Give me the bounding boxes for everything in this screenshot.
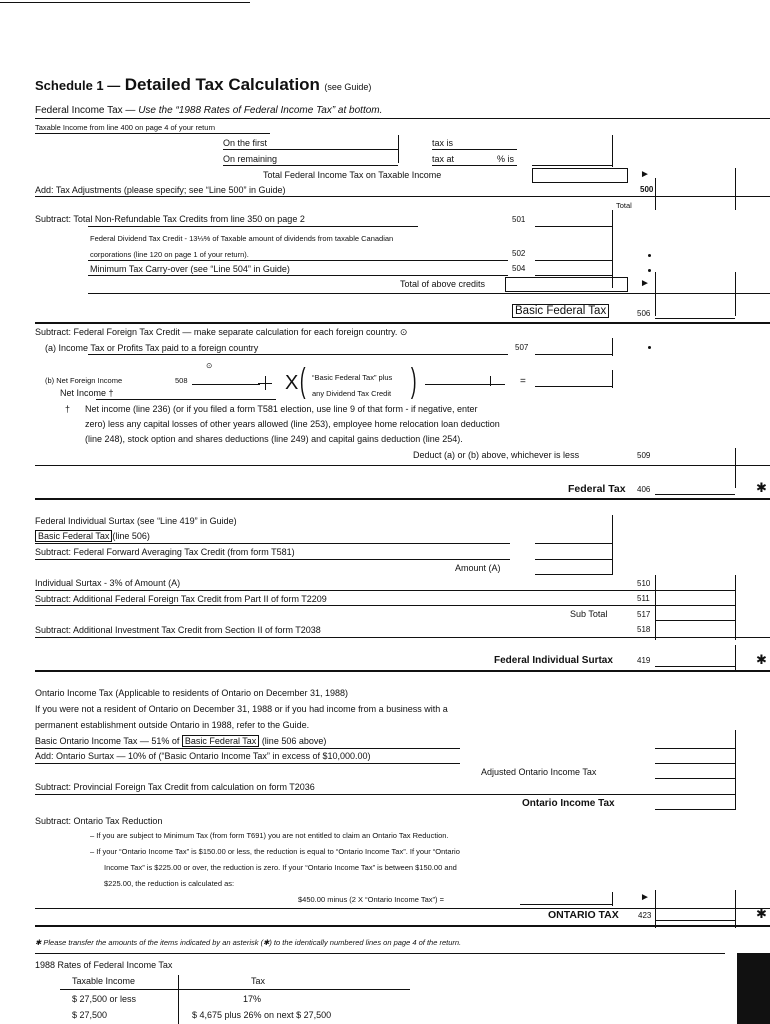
rule [35, 133, 270, 134]
times-sign: X [285, 372, 299, 394]
line-517-field[interactable] [655, 620, 735, 621]
circle-mark-icon: ⊙ [206, 361, 213, 370]
arrow-icon: ► [640, 278, 650, 289]
line-509: 509 [637, 451, 651, 460]
tax-at-label: tax at [432, 154, 455, 164]
rule [178, 975, 179, 1024]
rule [735, 448, 736, 488]
ontario-surtax-field[interactable] [655, 763, 735, 764]
reduction-formula-field[interactable] [520, 904, 612, 905]
total-federal-on-taxable-field[interactable] [532, 168, 628, 183]
sub-total-label: Sub Total [570, 609, 608, 619]
reduction-rule-3: Income Tax” is $225.00 or over, the reduction is zero. If your “Ontario Income Tax” is between $150.00 and [104, 863, 457, 872]
amount-a-field[interactable] [535, 574, 612, 575]
line-510-field[interactable] [655, 590, 735, 591]
bullet-icon [648, 346, 651, 349]
title-text: Detailed Tax Calculation [124, 75, 320, 94]
bullet-icon [648, 254, 651, 257]
rule [432, 165, 517, 166]
rule [223, 165, 398, 166]
foreign-a: (a) Income Tax or Profits Tax paid to a foreign country [45, 343, 259, 353]
rule [432, 149, 517, 150]
rule [612, 338, 613, 356]
ontario-surtax: Add: Ontario Surtax — 10% of (“Basic Ontario Income Tax” in excess of $10,000.00) [35, 751, 371, 761]
bullet-icon [648, 269, 651, 272]
line-423: 423 [638, 911, 652, 920]
rule [735, 645, 736, 670]
taxable-income-from: Taxable Income from line 400 on page 4 of your return [35, 123, 216, 132]
foreign-b-result-field[interactable] [535, 386, 612, 387]
rule [35, 118, 770, 119]
reduction-rule-4: $225.00, the reduction is calculated as: [104, 879, 235, 888]
basic-ontario-row [35, 737, 326, 746]
dividend-credit-line1: Federal Dividend Tax Credit - 13⅓% of Taxable amount of dividends from taxable Canadian [90, 234, 394, 243]
equals-sign: = [520, 376, 526, 387]
subtract-non-refundable: Subtract: Total Non-Refundable Tax Credits from line 350 on page 2 [35, 214, 305, 224]
amount-a-label: Amount (A) [455, 563, 501, 573]
rule [612, 135, 613, 167]
paren-close: ) [410, 362, 417, 400]
subtract-foreign-text: Subtract: Federal Foreign Tax Credit — make separate calculation for each foreign country. [35, 327, 398, 337]
federal-heading-text: Federal Income Tax — [35, 105, 139, 116]
line-504: 504 [512, 264, 526, 273]
rule [88, 260, 508, 261]
rates-row-2-tax: $ 4,675 plus 26% on next $ 27,500 [192, 1010, 332, 1020]
rule [60, 989, 410, 990]
rule [35, 748, 460, 749]
asterisk-icon: ✱ [756, 906, 767, 921]
federal-heading [35, 106, 382, 116]
total-federal-on-taxable: Total Federal Income Tax on Taxable Income [263, 170, 442, 180]
reduction-rule-1: – If you are subject to Minimum Tax (from form T691) you are not entitled to claim an Ontario Tax Reduction. [90, 831, 449, 840]
rule [35, 543, 510, 544]
ontario-para-2: permanent establishment outside Ontario in 1988, refer to the Guide. [35, 720, 310, 730]
subtract-foreign-credit [35, 328, 407, 337]
top-rule [0, 2, 250, 3]
on-remaining-label: On remaining [223, 154, 278, 164]
add-tax-adjustments: Add: Tax Adjustments (please specify; see “Line 500” in Guide) [35, 185, 286, 195]
rule [35, 794, 655, 795]
line-507: 507 [515, 343, 529, 352]
rule [35, 322, 770, 324]
page-title [35, 76, 371, 94]
provincial-foreign-field[interactable] [655, 794, 735, 795]
line-511-field[interactable] [655, 605, 735, 606]
ontario-basic-box: Basic Federal Tax [182, 735, 259, 747]
rule [35, 465, 770, 466]
rates-row-1-tax: 17% [243, 994, 262, 1004]
line-511: 511 [637, 594, 650, 603]
rule [655, 272, 656, 316]
net-income-note-3: (line 248), stock option and shares deductions (line 249) and capital gains deduction (line 254). [85, 434, 463, 444]
line-406: 406 [637, 485, 651, 494]
basic-federal-tax-box [512, 306, 609, 318]
surtax-heading: Federal Individual Surtax (see “Line 419” in Guide) [35, 516, 237, 526]
rule [35, 908, 770, 909]
line-502-field[interactable] [535, 260, 612, 261]
rule [612, 370, 613, 388]
rule [655, 890, 656, 928]
net-income-field[interactable] [96, 399, 276, 400]
forward-averaging-field[interactable] [535, 559, 612, 560]
on-the-first-label: On the first [223, 138, 268, 148]
rule [735, 575, 736, 640]
basic-ontario-label: Basic Ontario Income Tax — 51% of [35, 736, 180, 746]
rule [223, 149, 398, 150]
reduction-rule-2: – If your “Ontario Income Tax” is $150.00 or less, the reduction is equal to “Ontario Income Tax”. If your “Ontario [90, 847, 460, 856]
rates-title: 1988 Rates of Federal Income Tax [35, 960, 173, 970]
ontario-tax-final-label: ONTARIO TAX [548, 909, 619, 921]
paren-open: ( [299, 362, 306, 400]
line-517: 517 [637, 610, 651, 619]
rule [35, 637, 770, 638]
transfer-footnote: ✱ Please transfer the amounts of the items indicated by an asterisk (✱) to the identically numbered lines on page 4 of the return. [35, 938, 462, 947]
asterisk-icon: ✱ [756, 652, 767, 667]
rule [35, 498, 770, 500]
net-income-label: Net Income † [60, 388, 114, 398]
line-501: 501 [512, 215, 526, 224]
line-508: 508 [175, 376, 188, 385]
dagger-mark: † [65, 404, 71, 414]
percent-is-label: % is [497, 154, 515, 164]
rule [88, 354, 508, 355]
schedule-label: Schedule 1 — [35, 78, 121, 93]
line-419: 419 [637, 656, 651, 665]
deduct-a-or-b: Deduct (a) or (b) above, whichever is less [413, 450, 580, 460]
rule [35, 670, 770, 672]
line-502: 502 [512, 249, 526, 258]
foreign-b: (b) Net Foreign Income [45, 376, 123, 385]
rule [265, 376, 266, 390]
federal-tax-label: Federal Tax [568, 483, 626, 495]
rule [655, 575, 656, 640]
line-501-field[interactable] [535, 226, 612, 227]
rule [35, 559, 510, 560]
line-504-field[interactable] [535, 275, 612, 276]
line-423-field[interactable] [655, 920, 735, 921]
total-label: Total [616, 201, 632, 210]
ontario-para-1: If you were not a resident of Ontario on December 31, 1988 or if you had income from a business with a [35, 704, 448, 714]
surtax-basic-field[interactable] [535, 543, 612, 544]
asterisk-icon: ✱ [756, 480, 767, 495]
line-507-field[interactable] [535, 354, 612, 355]
arrow-icon: ► [640, 892, 650, 903]
subtract-provincial-foreign: Subtract: Provincial Foreign Tax Credit from calculation on form T2036 [35, 782, 315, 792]
rates-row-2-income: $ 27,500 [72, 1010, 108, 1020]
ontario-tax-reduction: Subtract: Ontario Tax Reduction [35, 816, 163, 826]
rule [88, 226, 418, 227]
rule [735, 730, 736, 810]
tax-is-label: tax is [432, 138, 454, 148]
line-406-field[interactable] [655, 494, 735, 495]
subtract-forward-averaging: Subtract: Federal Forward Averaging Tax Credit (from form T581) [35, 547, 295, 557]
federal-heading-note: Use the “1988 Rates of Federal Income Tax” at bottom. [138, 105, 383, 116]
rule [612, 515, 613, 575]
rates-row-1-income: $ 27,500 or less [72, 994, 137, 1004]
rule [35, 590, 655, 591]
minimum-tax-carryover: Minimum Tax Carry-over (see “Line 504” in Guide) [90, 264, 290, 274]
basic-federal-tax-label: Basic Federal Tax [512, 304, 609, 318]
rates-col-tax: Tax [251, 976, 266, 986]
tax-at-amount-field[interactable] [532, 165, 612, 166]
rule [398, 135, 399, 163]
reduction-formula: $450.00 minus (2 X “Ontario Income Tax”) = [298, 895, 444, 904]
line-500: 500 [640, 185, 654, 194]
line-506-field[interactable] [655, 318, 735, 319]
surtax-basic-line: (line 506) [112, 531, 150, 541]
scan-edge-mark [737, 953, 770, 1024]
rule [735, 168, 736, 210]
rule [612, 892, 613, 906]
basic-plus-line2: any Dividend Tax Credit [312, 389, 392, 398]
surtax-basic-box: Basic Federal Tax [35, 530, 112, 542]
rates-col-income: Taxable Income [72, 976, 136, 986]
basic-ontario-field[interactable] [655, 748, 735, 749]
rule [35, 953, 725, 954]
rule [735, 890, 736, 928]
see-guide: (see Guide) [324, 82, 372, 92]
rule [655, 178, 656, 210]
line-419-field[interactable] [655, 666, 735, 667]
ontario-income-tax-field[interactable] [655, 809, 735, 810]
total-above-credits-field[interactable] [505, 277, 628, 292]
rule [490, 376, 491, 386]
rule [35, 605, 655, 606]
ontario-heading: Ontario Income Tax (Applicable to residents of Ontario on December 31, 1988) [35, 688, 349, 698]
adjusted-ontario-field[interactable] [655, 778, 735, 779]
basic-ontario-tail: (line 506 above) [261, 736, 327, 746]
line-500-field[interactable] [655, 196, 735, 197]
total-of-above-credits: Total of above credits [400, 279, 486, 289]
net-income-note-2: zero) less any capital losses of other years allowed (line 253), employee home relocation loan deduction [85, 419, 500, 429]
rule [35, 925, 770, 927]
rule [88, 293, 770, 294]
rule [35, 763, 460, 764]
line-510: 510 [637, 579, 651, 588]
subtract-investment-credit: Subtract: Additional Investment Tax Credit from Section II of form T2038 [35, 625, 321, 635]
subtract-additional-foreign: Subtract: Additional Federal Foreign Tax Credit from Part II of form T2209 [35, 594, 327, 604]
line-518: 518 [637, 625, 651, 634]
basic-plus-line1: “Basic Federal Tax” plus [312, 373, 393, 382]
multiplier-field[interactable] [425, 384, 505, 385]
federal-individual-surtax-label: Federal Individual Surtax [494, 655, 613, 666]
rule [735, 272, 736, 316]
circle-mark-icon: ⊙ [399, 327, 408, 337]
ontario-income-tax-label: Ontario Income Tax [522, 798, 615, 809]
line-508-field[interactable] [192, 384, 260, 385]
individual-surtax-3pct: Individual Surtax - 3% of Amount (A) [35, 578, 181, 588]
net-income-note-1: Net income (line 236) (or if you filed a form T581 election, use line 9 of that form - if negative, enter [85, 404, 478, 414]
dividend-credit-line2: corporations (line 120 on page 1 of your return). [90, 250, 249, 259]
line-506: 506 [637, 309, 651, 318]
surtax-basic-row [35, 532, 150, 541]
rule [88, 275, 508, 276]
adjusted-ontario-label: Adjusted Ontario Income Tax [481, 767, 597, 777]
arrow-icon: ► [640, 169, 650, 180]
